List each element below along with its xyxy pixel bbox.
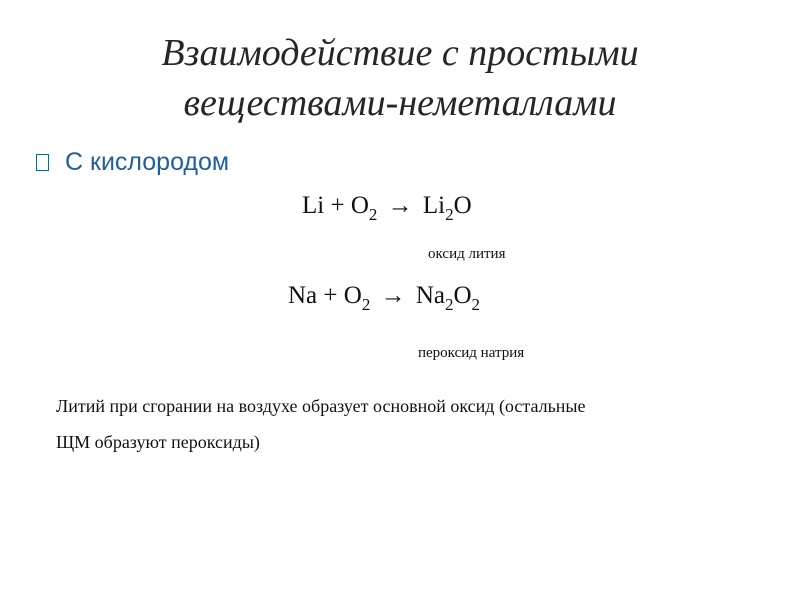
note-line-2: ЩМ образуют пероксиды) (56, 432, 260, 452)
reaction-equation-sodium (288, 282, 481, 314)
reactant-2-subscript: 2 (368, 205, 378, 224)
plus-sign: + (330, 192, 345, 219)
title-line-2: веществами-неметаллами (183, 82, 617, 124)
reaction-equation-lithium (302, 192, 472, 224)
bullet-item-oxygen (36, 148, 229, 177)
product-part-1-subscript: 2 (444, 295, 454, 314)
reactant-1: Li (302, 192, 325, 219)
product-caption-sodium-peroxide: пероксид натрия (418, 345, 525, 361)
slide-title (0, 28, 800, 128)
product-part-1: Li (422, 192, 446, 219)
reaction-arrow: → (387, 192, 413, 219)
checkbox-bullet-icon (36, 154, 49, 171)
product-part-1: Na (415, 282, 445, 309)
plus-sign: + (323, 282, 338, 309)
product-part-1-subscript: 2 (445, 205, 454, 224)
title-line-1: Взаимодействие с простыми (161, 32, 639, 74)
reactant-2-subscript: 2 (361, 295, 371, 314)
product-part-2-subscript: 2 (471, 295, 481, 314)
reactant-1: Na (288, 282, 318, 309)
product-caption-lithium-oxide: оксид лития (428, 246, 506, 262)
reactant-2: O (343, 282, 362, 309)
reaction-arrow: → (380, 282, 406, 309)
product-part-2: O (453, 192, 472, 219)
explanatory-note (56, 388, 746, 460)
note-line-1: Литий при сгорании на воздухе образует основной оксид (остальные (56, 396, 586, 416)
bullet-label: С кислородом (65, 148, 230, 176)
reactant-2: O (350, 192, 369, 219)
product-part-2: O (453, 282, 472, 309)
